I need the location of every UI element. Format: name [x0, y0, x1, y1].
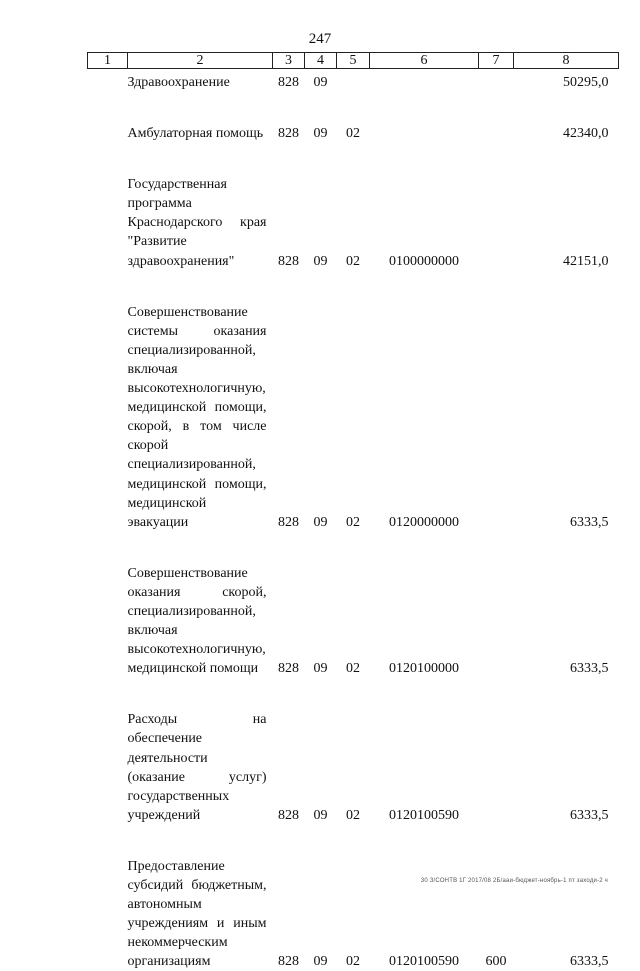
row-code-5: 02 [346, 514, 360, 530]
row-code-6: 0120100590 [389, 954, 459, 970]
row-code-4: 09 [313, 807, 328, 823]
row-name: Расходы на обеспечение деятельности (оказание услуг) государственных учреждений [127, 712, 267, 823]
row-code-5: 02 [346, 954, 360, 970]
column-header-1: 1 [88, 53, 128, 69]
row-code-7 [479, 69, 514, 93]
row-amount: 6333,5 [570, 807, 609, 823]
column-header-6: 6 [370, 53, 479, 69]
table-row [88, 710, 619, 825]
row-code-3: 828 [278, 661, 299, 677]
row-code-6: 0120100000 [389, 661, 459, 677]
row-code-7 [479, 564, 514, 679]
row-code-4: 09 [313, 514, 328, 530]
row-code-4: 09 [313, 75, 328, 90]
footer-print-stamp: 30 З/СОНТВ 1Г 2017/08 2Б/ааи-бюджет-ноябрь-1 пт заходи-2 ч [420, 878, 608, 884]
row-code-7 [479, 124, 514, 143]
row-code-4: 09 [313, 954, 328, 970]
column-header-3: 3 [273, 53, 305, 69]
row-code-7 [479, 175, 514, 270]
row-code-6: 0100000000 [389, 253, 459, 269]
table-row [88, 857, 619, 971]
column-number-header-row [88, 53, 619, 69]
page-number: 247 [308, 31, 332, 47]
table-row [88, 175, 619, 270]
row-code-6: 0120100590 [389, 807, 459, 823]
row-code-3: 828 [278, 75, 299, 90]
column-header-2: 2 [128, 53, 273, 69]
table-row [88, 69, 619, 93]
table-row [88, 124, 619, 143]
row-name: Здравоохранение [127, 75, 230, 90]
row-name: Государственная программа Краснодарского края "Развитие здравоохранения" [127, 177, 267, 269]
row-name: Амбулаторная помощь [127, 126, 264, 142]
row-code-6 [370, 69, 479, 93]
column-header-8: 8 [514, 53, 619, 69]
row-amount: 6333,5 [570, 661, 609, 677]
budget-table [87, 52, 619, 971]
table-row [88, 564, 619, 679]
row-amount: 6333,5 [570, 514, 609, 530]
column-header-7: 7 [479, 53, 514, 69]
row-code-7 [479, 710, 514, 825]
row-code-5: 02 [346, 253, 360, 269]
row-code-5: 02 [346, 661, 360, 677]
row-code-4: 09 [313, 253, 328, 269]
row-code-5 [337, 69, 370, 93]
row-code-5: 02 [346, 807, 360, 823]
row-name: Совершенствование системы оказания специализированной, включая высокотехнологичную, медицинской помощи, скорой, в том числе скорой специализированной, медицинской помощи, медицинской эвакуации [127, 304, 267, 530]
row-amount: 6333,5 [570, 954, 609, 970]
row-amount: 42151,0 [563, 253, 609, 269]
row-code-6 [370, 124, 479, 143]
row-amount: 42340,0 [563, 126, 609, 142]
row-code-3: 828 [278, 807, 299, 823]
row-code-5: 02 [346, 126, 360, 142]
row-code-6: 0120000000 [389, 514, 459, 530]
column-header-5: 5 [337, 53, 370, 69]
column-header-4: 4 [305, 53, 337, 69]
row-code-3: 828 [278, 514, 299, 530]
row-code-4: 09 [313, 661, 328, 677]
row-code-7 [479, 303, 514, 532]
row-amount: 50295,0 [563, 75, 609, 90]
row-name: Совершенствование оказания скорой, специализированной, включая высокотехнологичную, медицинской помощи [127, 565, 267, 677]
row-code-3: 828 [278, 253, 299, 269]
row-code-7: 600 [485, 954, 507, 970]
row-code-3: 828 [278, 954, 299, 970]
table-row [88, 303, 619, 532]
row-code-4: 09 [313, 126, 328, 142]
row-name: Предоставление субсидий бюджетным, автономным учреждениям и иным некоммерческим организациям [127, 858, 267, 970]
row-code-3: 828 [278, 126, 299, 142]
